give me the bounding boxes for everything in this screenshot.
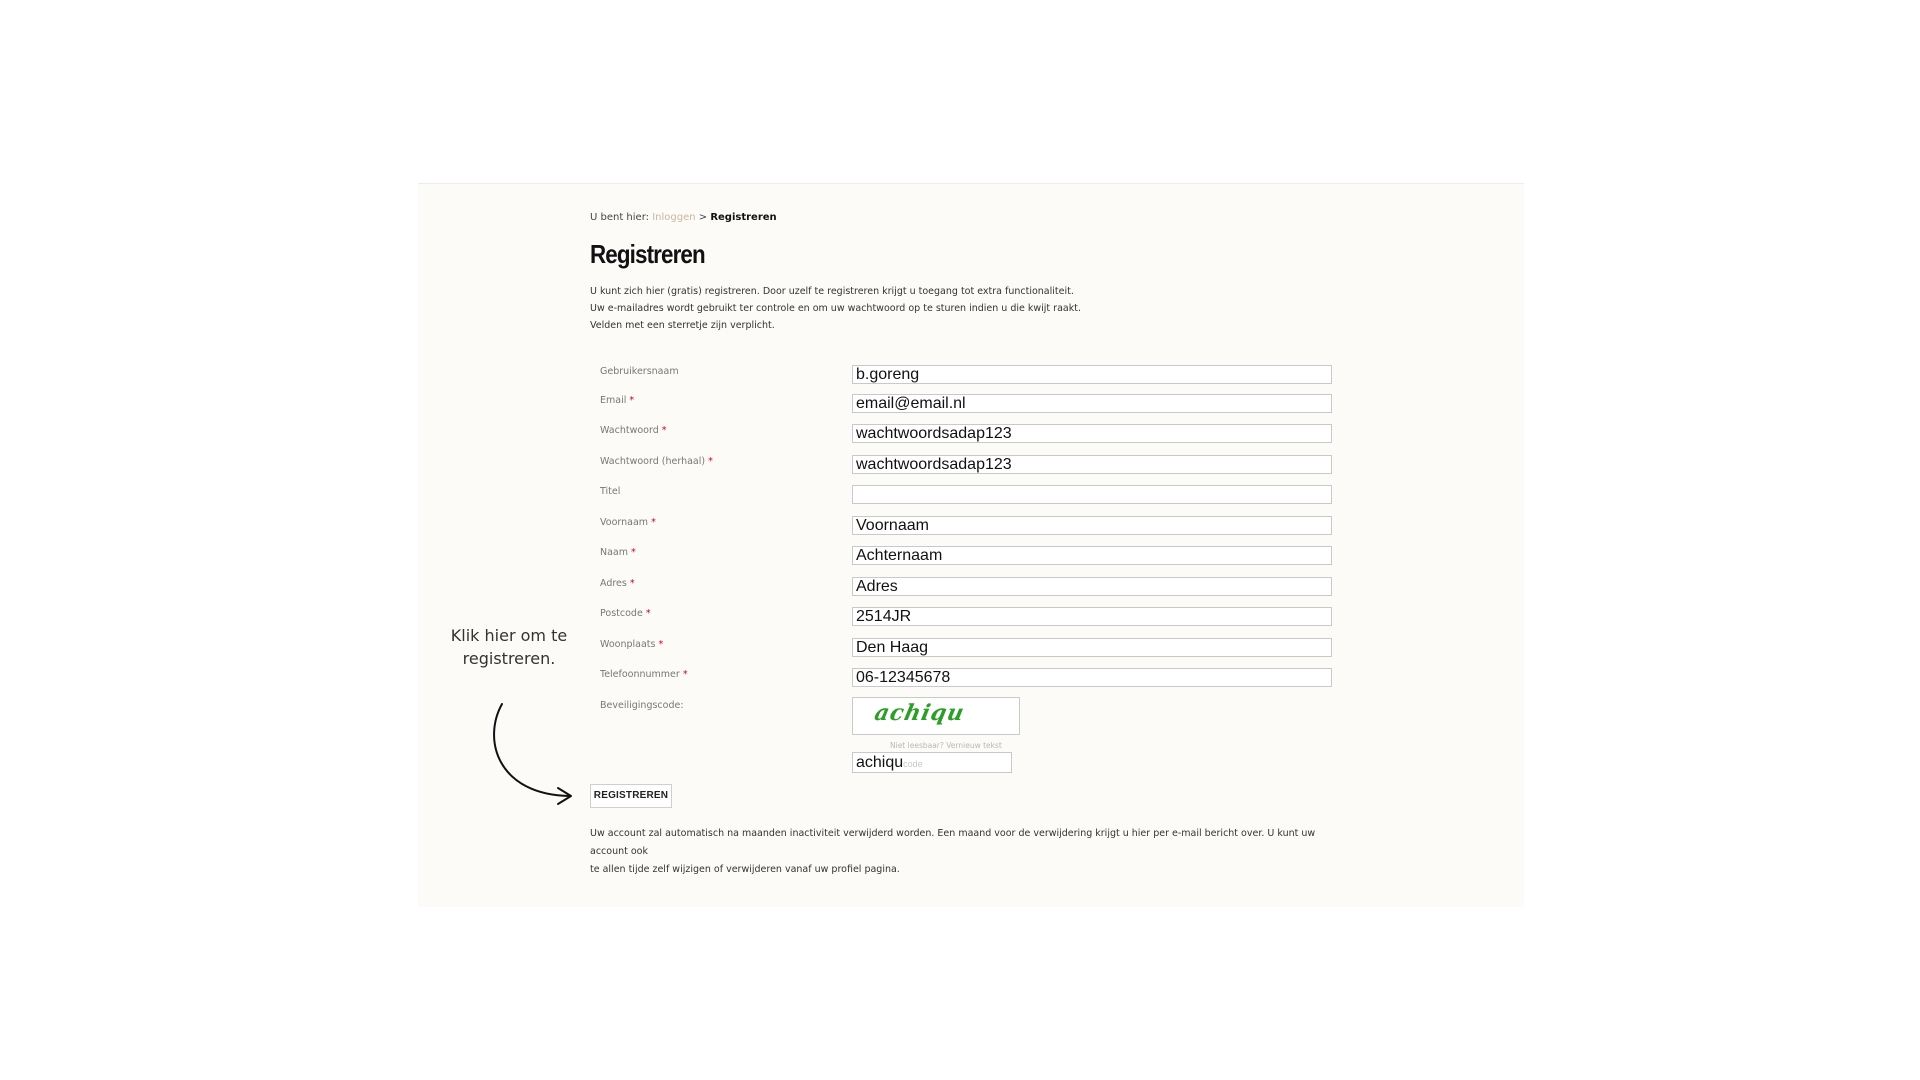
password-repeat-field[interactable]: wachtwoordsadap123 (852, 455, 1332, 474)
required-marker: * (708, 456, 713, 467)
intro-line: Uw e-mailadres wordt gebruikt ter controle en om uw wachtwoord op te sturen indien u die kwijt raakt. (590, 303, 1081, 314)
captcha-image-text: achiqu (872, 700, 968, 726)
form-row-naam (590, 542, 1340, 566)
postcode-field[interactable]: 2514JR (852, 607, 1332, 626)
form-row-titel (590, 481, 1340, 505)
intro-line: Velden met een sterretje zijn verplicht. (590, 320, 775, 331)
register-button[interactable]: REGISTREREN (590, 784, 672, 808)
field-label (600, 547, 636, 558)
field-label (600, 395, 634, 406)
form-row-wachtwoord (590, 420, 1340, 444)
footer-text (590, 825, 1340, 879)
field-label (600, 669, 688, 680)
required-marker: * (658, 639, 664, 650)
field-label (600, 366, 679, 377)
breadcrumb-link-inloggen[interactable]: Inloggen (652, 212, 696, 223)
footer-line: Uw account zal automatisch na maanden inactiviteit verwijderd worden. Een maand voor de verwijdering krijgt u hier per e-mail bericht over. U kunt uw account ook (590, 828, 1316, 857)
form-row-telefoonnummer (590, 664, 1340, 688)
required-marker: * (682, 669, 688, 680)
required-marker: * (651, 517, 656, 528)
username-field[interactable]: b.goreng (852, 365, 1332, 384)
label-text: Voornaam (600, 517, 649, 528)
form-row-gebruikersnaam (590, 361, 1340, 385)
field-label (600, 425, 667, 436)
form-row-woonplaats (590, 634, 1340, 658)
last-name-field[interactable]: Achternaam (852, 546, 1332, 565)
curved-arrow-icon (488, 700, 578, 810)
label-text: Adres (600, 578, 627, 589)
page-title: Registreren (590, 239, 705, 269)
field-label (600, 578, 635, 589)
breadcrumb (590, 212, 777, 223)
form-row-postcode (590, 603, 1340, 627)
instruction-annotation (448, 624, 570, 670)
label-text: Naam (600, 547, 629, 558)
breadcrumb-separator: > (695, 212, 711, 223)
label-text: Telefoonnummer (600, 669, 680, 680)
breadcrumb-current: Registreren (710, 212, 777, 223)
breadcrumb-prefix: U bent hier: (590, 212, 653, 223)
registration-card (418, 183, 1524, 907)
captcha-input-value: achiqu (856, 754, 904, 771)
label-text: Postcode (600, 608, 643, 619)
field-label (600, 639, 663, 650)
annotation-line: Klik hier om te (450, 626, 568, 645)
form-row-voornaam (590, 512, 1340, 536)
intro-line: U kunt zich hier (gratis) registreren. Door uzelf te registreren krijgt u toegang tot extra functionaliteit. (590, 286, 1074, 297)
form-row-adres (590, 573, 1340, 597)
captcha-refresh-link[interactable]: Niet leesbaar? Vernieuw tekst (890, 741, 1002, 750)
label-text: Titel (600, 486, 621, 497)
required-marker: * (629, 578, 635, 589)
form-row-email (590, 390, 1340, 414)
field-label (600, 486, 620, 497)
captcha-image (852, 697, 1020, 735)
required-marker: * (631, 547, 636, 558)
captcha-code-input[interactable] (852, 752, 1012, 773)
field-label (600, 608, 651, 619)
form-row-wachtwoord-herhaal (590, 451, 1340, 475)
field-label (600, 456, 713, 467)
required-marker: * (629, 395, 635, 406)
label-text: Gebruikersnaam (600, 366, 679, 377)
captcha-label: Beveiligingscode: (600, 700, 684, 711)
intro-text (590, 283, 1081, 334)
title-field[interactable] (852, 485, 1332, 504)
city-field[interactable]: Den Haag (852, 638, 1332, 657)
first-name-field[interactable]: Voornaam (852, 516, 1332, 535)
email-field[interactable]: email@email.nl (852, 394, 1332, 413)
required-marker: * (645, 608, 651, 619)
label-text: Wachtwoord (herhaal) (600, 456, 706, 467)
label-text: Woonplaats (600, 639, 656, 650)
footer-line: te allen tijde zelf wijzigen of verwijderen vanaf uw profiel pagina. (590, 864, 900, 875)
required-marker: * (661, 425, 667, 436)
captcha-input-placeholder: code (903, 759, 923, 769)
label-text: Wachtwoord (600, 425, 659, 436)
field-label (600, 517, 656, 528)
annotation-line: registreren. (462, 649, 556, 668)
address-field[interactable]: Adres (852, 577, 1332, 596)
password-field[interactable]: wachtwoordsadap123 (852, 424, 1332, 443)
phone-field[interactable]: 06-12345678 (852, 668, 1332, 687)
label-text: Email (600, 395, 627, 406)
